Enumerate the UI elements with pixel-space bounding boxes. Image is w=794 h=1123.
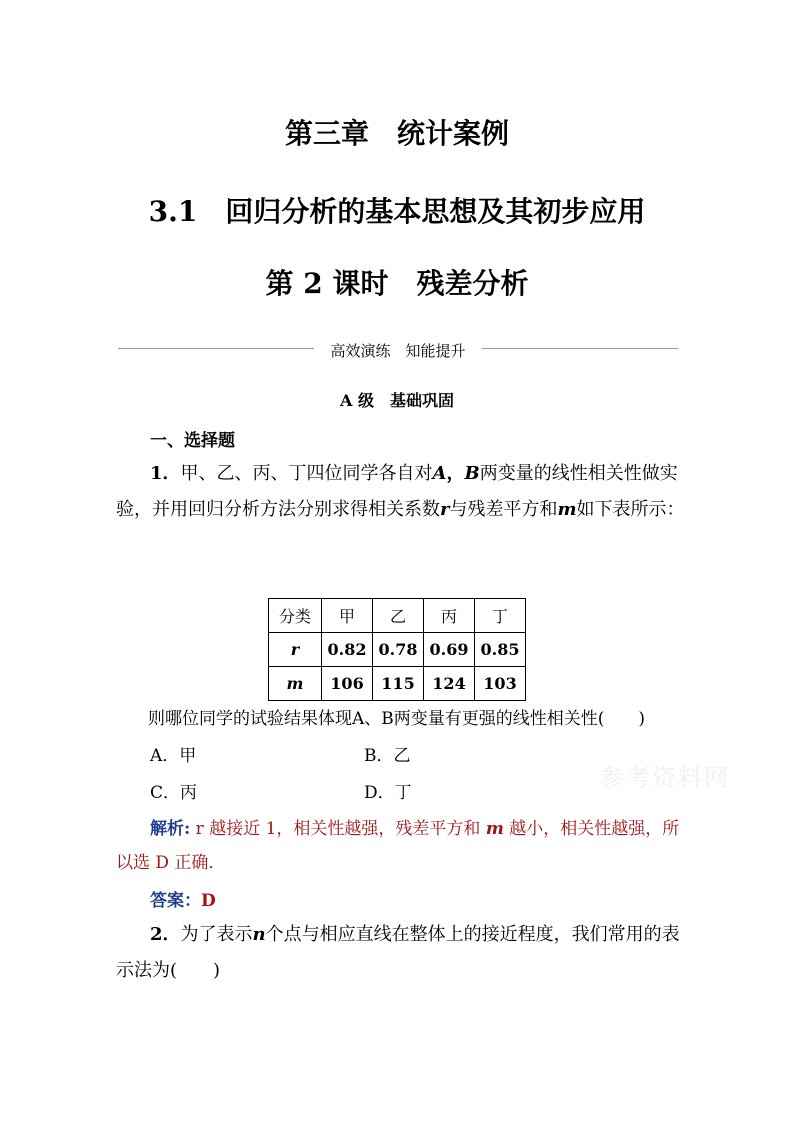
table-cell: 0.69 xyxy=(424,633,475,667)
section-divider xyxy=(118,340,678,360)
q2-text-seg1: 为了表示 xyxy=(180,924,253,945)
table-cell: 0.78 xyxy=(373,633,424,667)
divider-text: 高效演练 知能提升 xyxy=(330,342,466,360)
analysis-seg1: r 越接近 1，相关性越强，残差平方和 xyxy=(190,819,486,839)
question-1-number: 1． xyxy=(150,463,181,484)
table-cell: 0.85 xyxy=(475,633,526,667)
analysis-text xyxy=(116,812,696,880)
chapter-title: 第三章 统计案例 xyxy=(284,117,509,150)
answer-value: D xyxy=(201,891,216,911)
divider-line-right xyxy=(482,348,678,349)
answer-line xyxy=(150,886,216,911)
table-header-cell: 丙 xyxy=(424,599,475,633)
table-cell: 106 xyxy=(322,667,373,701)
level-heading: A 级 基础巩固 xyxy=(340,391,454,410)
answer-label: 答案： xyxy=(150,891,201,911)
q1-comma: ， xyxy=(446,463,465,484)
analysis-label: 解析: xyxy=(150,819,191,839)
option-d: D．丁 xyxy=(364,783,412,803)
q2-text-seg2: 个点与相应直线在整体上的接近程度，我们常用的表示法为( ) xyxy=(116,924,680,981)
divider-line-left xyxy=(118,348,314,349)
part-heading: 一、选择题 xyxy=(150,431,235,451)
table-header-cell: 分类 xyxy=(269,599,322,633)
table-header-cell: 甲 xyxy=(322,599,373,633)
q1-text-seg1: 甲、乙、丙、丁四位同学各自对 xyxy=(180,463,433,484)
table-cell: 103 xyxy=(475,667,526,701)
data-table xyxy=(268,598,526,701)
table-header-cell: 乙 xyxy=(373,599,424,633)
q1-text-seg2: 两变量的线性相关性做实验，并用回归分析方法分别求得相关系数 xyxy=(116,463,678,520)
question-1-stem: 则哪位同学的试验结果体现A、B两变量有更强的线性相关性( ) xyxy=(148,709,646,729)
table-row xyxy=(269,633,526,667)
table-header-cell: 丁 xyxy=(475,599,526,633)
var-n: n xyxy=(252,924,266,945)
table-cell: 0.82 xyxy=(322,633,373,667)
q1-text-seg3: 与残差平方和 xyxy=(449,499,558,520)
option-c: C．丙 xyxy=(150,783,198,803)
q1-text-seg4: 如下表所示： xyxy=(576,499,685,520)
watermark: 参考资料网 xyxy=(600,764,730,792)
section-title: 3.1 回归分析的基本思想及其初步应用 xyxy=(148,195,646,228)
analysis-seg2: 越小，相关性越强，所以选 D 正确． xyxy=(116,819,680,873)
question-2-text xyxy=(116,917,696,989)
table-cell: 124 xyxy=(424,667,475,701)
option-a: A．甲 xyxy=(150,746,197,766)
table-row xyxy=(269,667,526,701)
var-b: B xyxy=(464,463,480,484)
table-row-label: r xyxy=(269,633,322,667)
var-m: m xyxy=(557,499,577,520)
table-header-row xyxy=(269,599,526,633)
analysis-var-m: m xyxy=(485,819,504,839)
table-row-label: m xyxy=(269,667,322,701)
question-2-number: 2． xyxy=(150,924,181,945)
lesson-title: 第 2 课时 残差分析 xyxy=(265,267,529,300)
question-1-text xyxy=(116,456,696,528)
table-cell: 115 xyxy=(373,667,424,701)
option-b: B．乙 xyxy=(364,746,411,766)
var-a: A xyxy=(432,463,447,484)
var-r: r xyxy=(440,499,450,520)
